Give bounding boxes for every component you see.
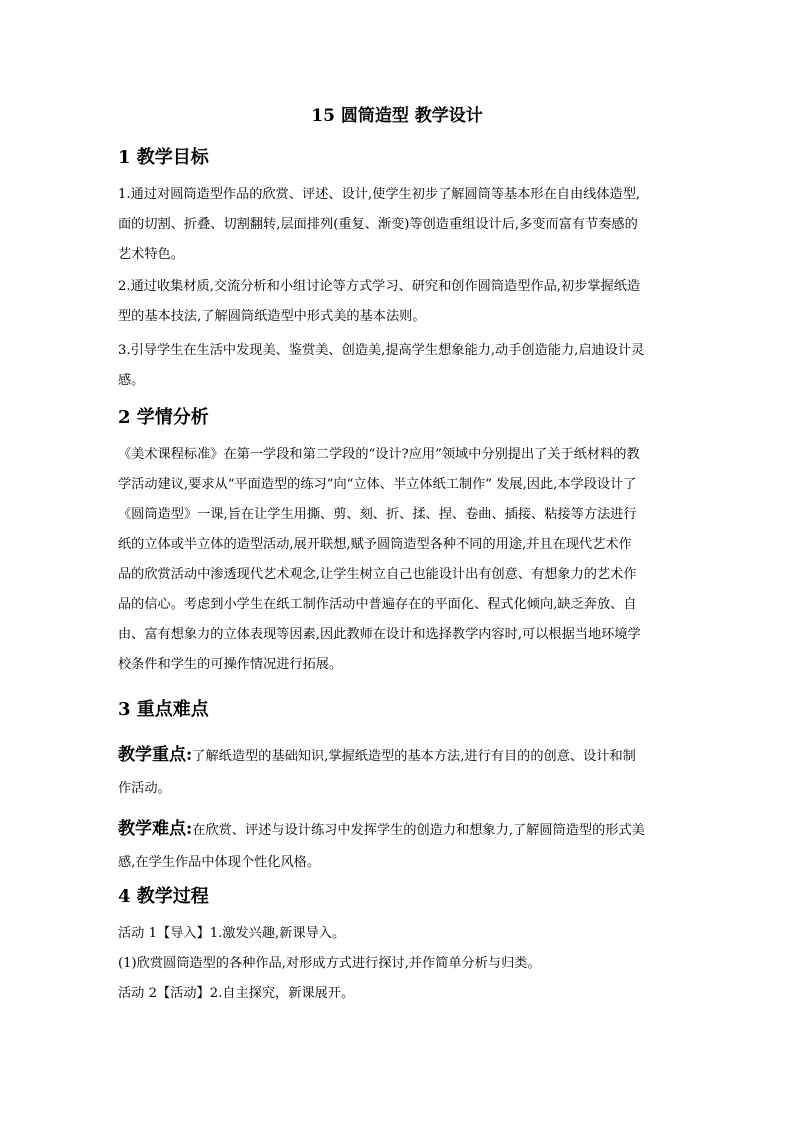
paragraph-line (118, 738, 678, 772)
paragraph-line: 1.通过对圆筒造型作品的欣赏、评述、设计,使学生初步了解圆筒等基本形在自由线体造型, (118, 187, 641, 202)
section-heading-learner-analysis: 2 学情分析 (118, 407, 209, 428)
learner-analysis-paragraph (118, 440, 678, 680)
key-point-paragraph (118, 738, 678, 806)
paragraph-line: 《美术课程标准》在第一学段和第二学段的“设计?应用”领域中分别提出了关于纸材料的教 (118, 447, 640, 462)
paragraph-line: 型的基本技法,了解圆筒纸造型中形式美的基本法则。 (118, 309, 426, 324)
paragraph-line: 3.引导学生在生活中发现美、鉴赏美、创造美,提高学生想象能力,动手创造能力,启迪设计灵 (118, 343, 645, 358)
paragraph-line: 品的信心。考虑到小学生在纸工制作活动中普遍存在的平面化、程式化倾向,缺乏奔放、自 (118, 597, 637, 612)
difficulty-label: 教学难点: (118, 819, 193, 839)
paragraph-line: 学活动建议,要求从“平面造型的练习”向“立体、半立体纸工制作” 发展,因此,本学段设计了 (118, 477, 637, 492)
difficulty-paragraph (118, 812, 678, 880)
process-line: (1)欣赏圆筒造型的各种作品,对形成方式进行探讨,并作简单分析与归类。 (118, 956, 541, 971)
paragraph-line: 纸的立体或半立体的造型活动,展开联想,赋予圆筒造型各种不同的用途,并且在现代艺术作 (118, 537, 632, 552)
paragraph-line: 感。 (118, 373, 145, 388)
goal-paragraph-3 (118, 336, 678, 396)
section-heading-teaching-goals: 1 教学目标 (118, 147, 209, 168)
paragraph-line: 《圆筒造型》一课,旨在让学生用撕、剪、刻、折、揉、捏、卷曲、插接、粘接等方法进行 (118, 507, 637, 522)
paragraph-line (118, 812, 678, 846)
document-title: 15 圆筒造型 教学设计 (311, 106, 483, 126)
paragraph-line: 品的欣赏活动中渗透现代艺术观念,让学生树立自己也能设计出有创意、有想象力的艺术作 (118, 567, 637, 582)
paragraph-line: 艺术特色。 (118, 247, 184, 262)
paragraph-line: 作活动。 (118, 781, 171, 796)
goal-paragraph-1 (118, 180, 678, 270)
process-line: 活动 2【活动】2.自主探究，新课展开。 (118, 986, 355, 1001)
section-heading-teaching-process: 4 教学过程 (118, 886, 209, 907)
paragraph-line: 由、富有想象力的立体表现等因素,因此教师在设计和选择教学内容时,可以根据当地环境学 (118, 627, 641, 642)
paragraph-line: 2.通过收集材质,交流分析和小组讨论等方式学习、研究和创作圆筒造型作品,初步掌握纸造 (118, 279, 641, 294)
process-line: 活动 1【导入】1.激发兴趣,新课导入。 (118, 926, 346, 941)
difficulty-text: 在欣赏、评述与设计练习中发挥学生的创造力和想象力,了解圆筒造型的形式美 (192, 823, 645, 838)
goal-paragraph-2 (118, 272, 678, 332)
key-point-text: 了解纸造型的基础知识,掌握纸造型的基本方法,进行有目的的创意、设计和制 (192, 749, 636, 764)
paragraph-line: 感,在学生作品中体现个性化风格。 (118, 855, 321, 870)
teaching-process-list (118, 919, 678, 1009)
key-point-label: 教学重点: (118, 745, 193, 765)
section-heading-key-points: 3 重点难点 (118, 699, 209, 720)
paragraph-line: 面的切割、折叠、切割翻转,层面排列(重复、渐变)等创造重组设计后,多变而富有节奏感的 (118, 217, 638, 232)
paragraph-line: 校条件和学生的可操作情况进行拓展。 (118, 657, 343, 672)
